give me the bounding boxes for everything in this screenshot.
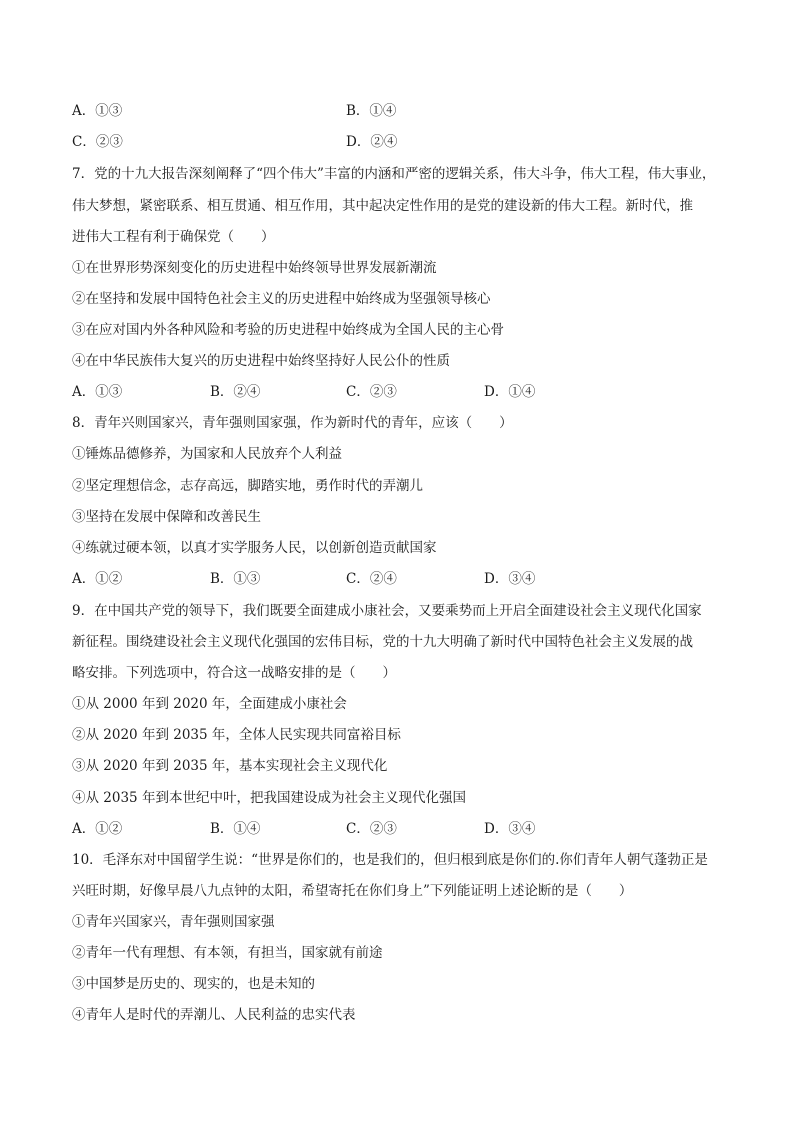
q8-option-d[interactable]: D．③④ [484,571,536,587]
q8-stem-line-1: 8．青年兴则国家兴，青年强则国家强，作为新时代的青年，应该（ ） [72,415,513,431]
q8-option-b[interactable]: B．①③ [210,571,261,587]
q7-option-d[interactable]: D．①④ [484,384,536,400]
q9-item-1: ①从 2000 年到 2020 年，全面建成小康社会 [72,696,347,712]
q7-stem-line-2: 伟大梦想，紧密联系、相互贯通、相互作用，其中起决定性作用的是党的建设新的伟大工程。新时代，推 [72,198,693,214]
q10-stem-line-2: 兴旺时期，好像早晨八九点钟的太阳，希望寄托在你们身上”下列能证明上述论断的是（ ） [72,883,633,899]
q9-item-3: ③从 2020 年到 2035 年，基本实现社会主义现代化 [72,758,388,774]
q9-item-4: ④从 2035 年到本世纪中叶，把我国建设成为社会主义现代化强国 [72,790,466,806]
q8-option-a[interactable]: A．①② [72,571,123,587]
q8-item-3: ③坚持在发展中保障和改善民生 [72,509,261,525]
q9-stem-line-2: 新征程。围绕建设社会主义现代化强国的宏伟目标，党的十九大明确了新时代中国特色社会主义发展的战 [72,634,693,650]
q7-item-2: ②在坚持和发展中国特色社会主义的历史进程中始终成为坚强领导核心 [72,291,491,307]
q9-stem-line-1: 9．在中国共产党的领导下，我们既要全面建成小康社会，又要乘势而上开启全面建设社会主义现代化国家 [72,603,702,619]
q8-item-1: ①锤炼品德修养，为国家和人民放弃个人利益 [72,446,342,462]
q7-stem-line-3: 进伟大工程有利于确保党（ ） [72,229,275,245]
q8-option-c[interactable]: C．②④ [346,571,397,587]
q7-stem-line-1: 7．党的十九大报告深刻阐释了“四个伟大”丰富的内涵和严密的逻辑关系，伟大斗争，伟大工程，伟大事业， [72,166,716,182]
q8-item-4: ④练就过硬本领，以真才实学服务人民，以创新创造贡献国家 [72,540,437,556]
q9-item-2: ②从 2020 年到 2035 年，全体人民实现共同富裕目标 [72,727,401,743]
q10-item-4: ④青年人是时代的弄潮儿、人民利益的忠实代表 [72,1007,356,1023]
q6-option-d[interactable]: D．②④ [346,134,398,150]
q7-option-b[interactable]: B．②④ [210,384,261,400]
q9-option-a[interactable]: A．①② [72,821,123,837]
q9-option-d[interactable]: D．③④ [484,821,536,837]
q9-option-b[interactable]: B．①④ [210,821,261,837]
q10-item-2: ②青年一代有理想、有本领，有担当，国家就有前途 [72,945,383,961]
q7-item-4: ④在中华民族伟大复兴的历史进程中始终坚持好人民公仆的性质 [72,353,450,369]
q10-item-3: ③中国梦是历史的、现实的，也是未知的 [72,976,315,992]
q6-option-c[interactable]: C．②③ [72,134,123,150]
q7-item-3: ③在应对国内外各种风险和考验的历史进程中始终成为全国人民的主心骨 [72,322,504,338]
q7-option-c[interactable]: C．②③ [346,384,397,400]
q6-option-a[interactable]: A．①③ [72,103,123,119]
q6-option-b[interactable]: B．①④ [346,103,397,119]
q9-stem-line-3: 略安排。下列选项中，符合这一战略安排的是（ ） [72,665,396,681]
q7-item-1: ①在世界形势深刻变化的历史进程中始终领导世界发展新潮流 [72,260,437,276]
q7-option-a[interactable]: A．①③ [72,384,123,400]
q8-item-2: ②坚定理想信念，志存高远，脚踏实地，勇作时代的弄潮儿 [72,478,423,494]
q10-stem-line-1: 10．毛泽东对中国留学生说：“世界是你们的，也是我们的，但归根到底是你们的.你们青年人朝气蓬勃正是 [72,852,708,868]
q10-item-1: ①青年兴国家兴，青年强则国家强 [72,914,275,930]
q9-option-c[interactable]: C．②③ [346,821,397,837]
